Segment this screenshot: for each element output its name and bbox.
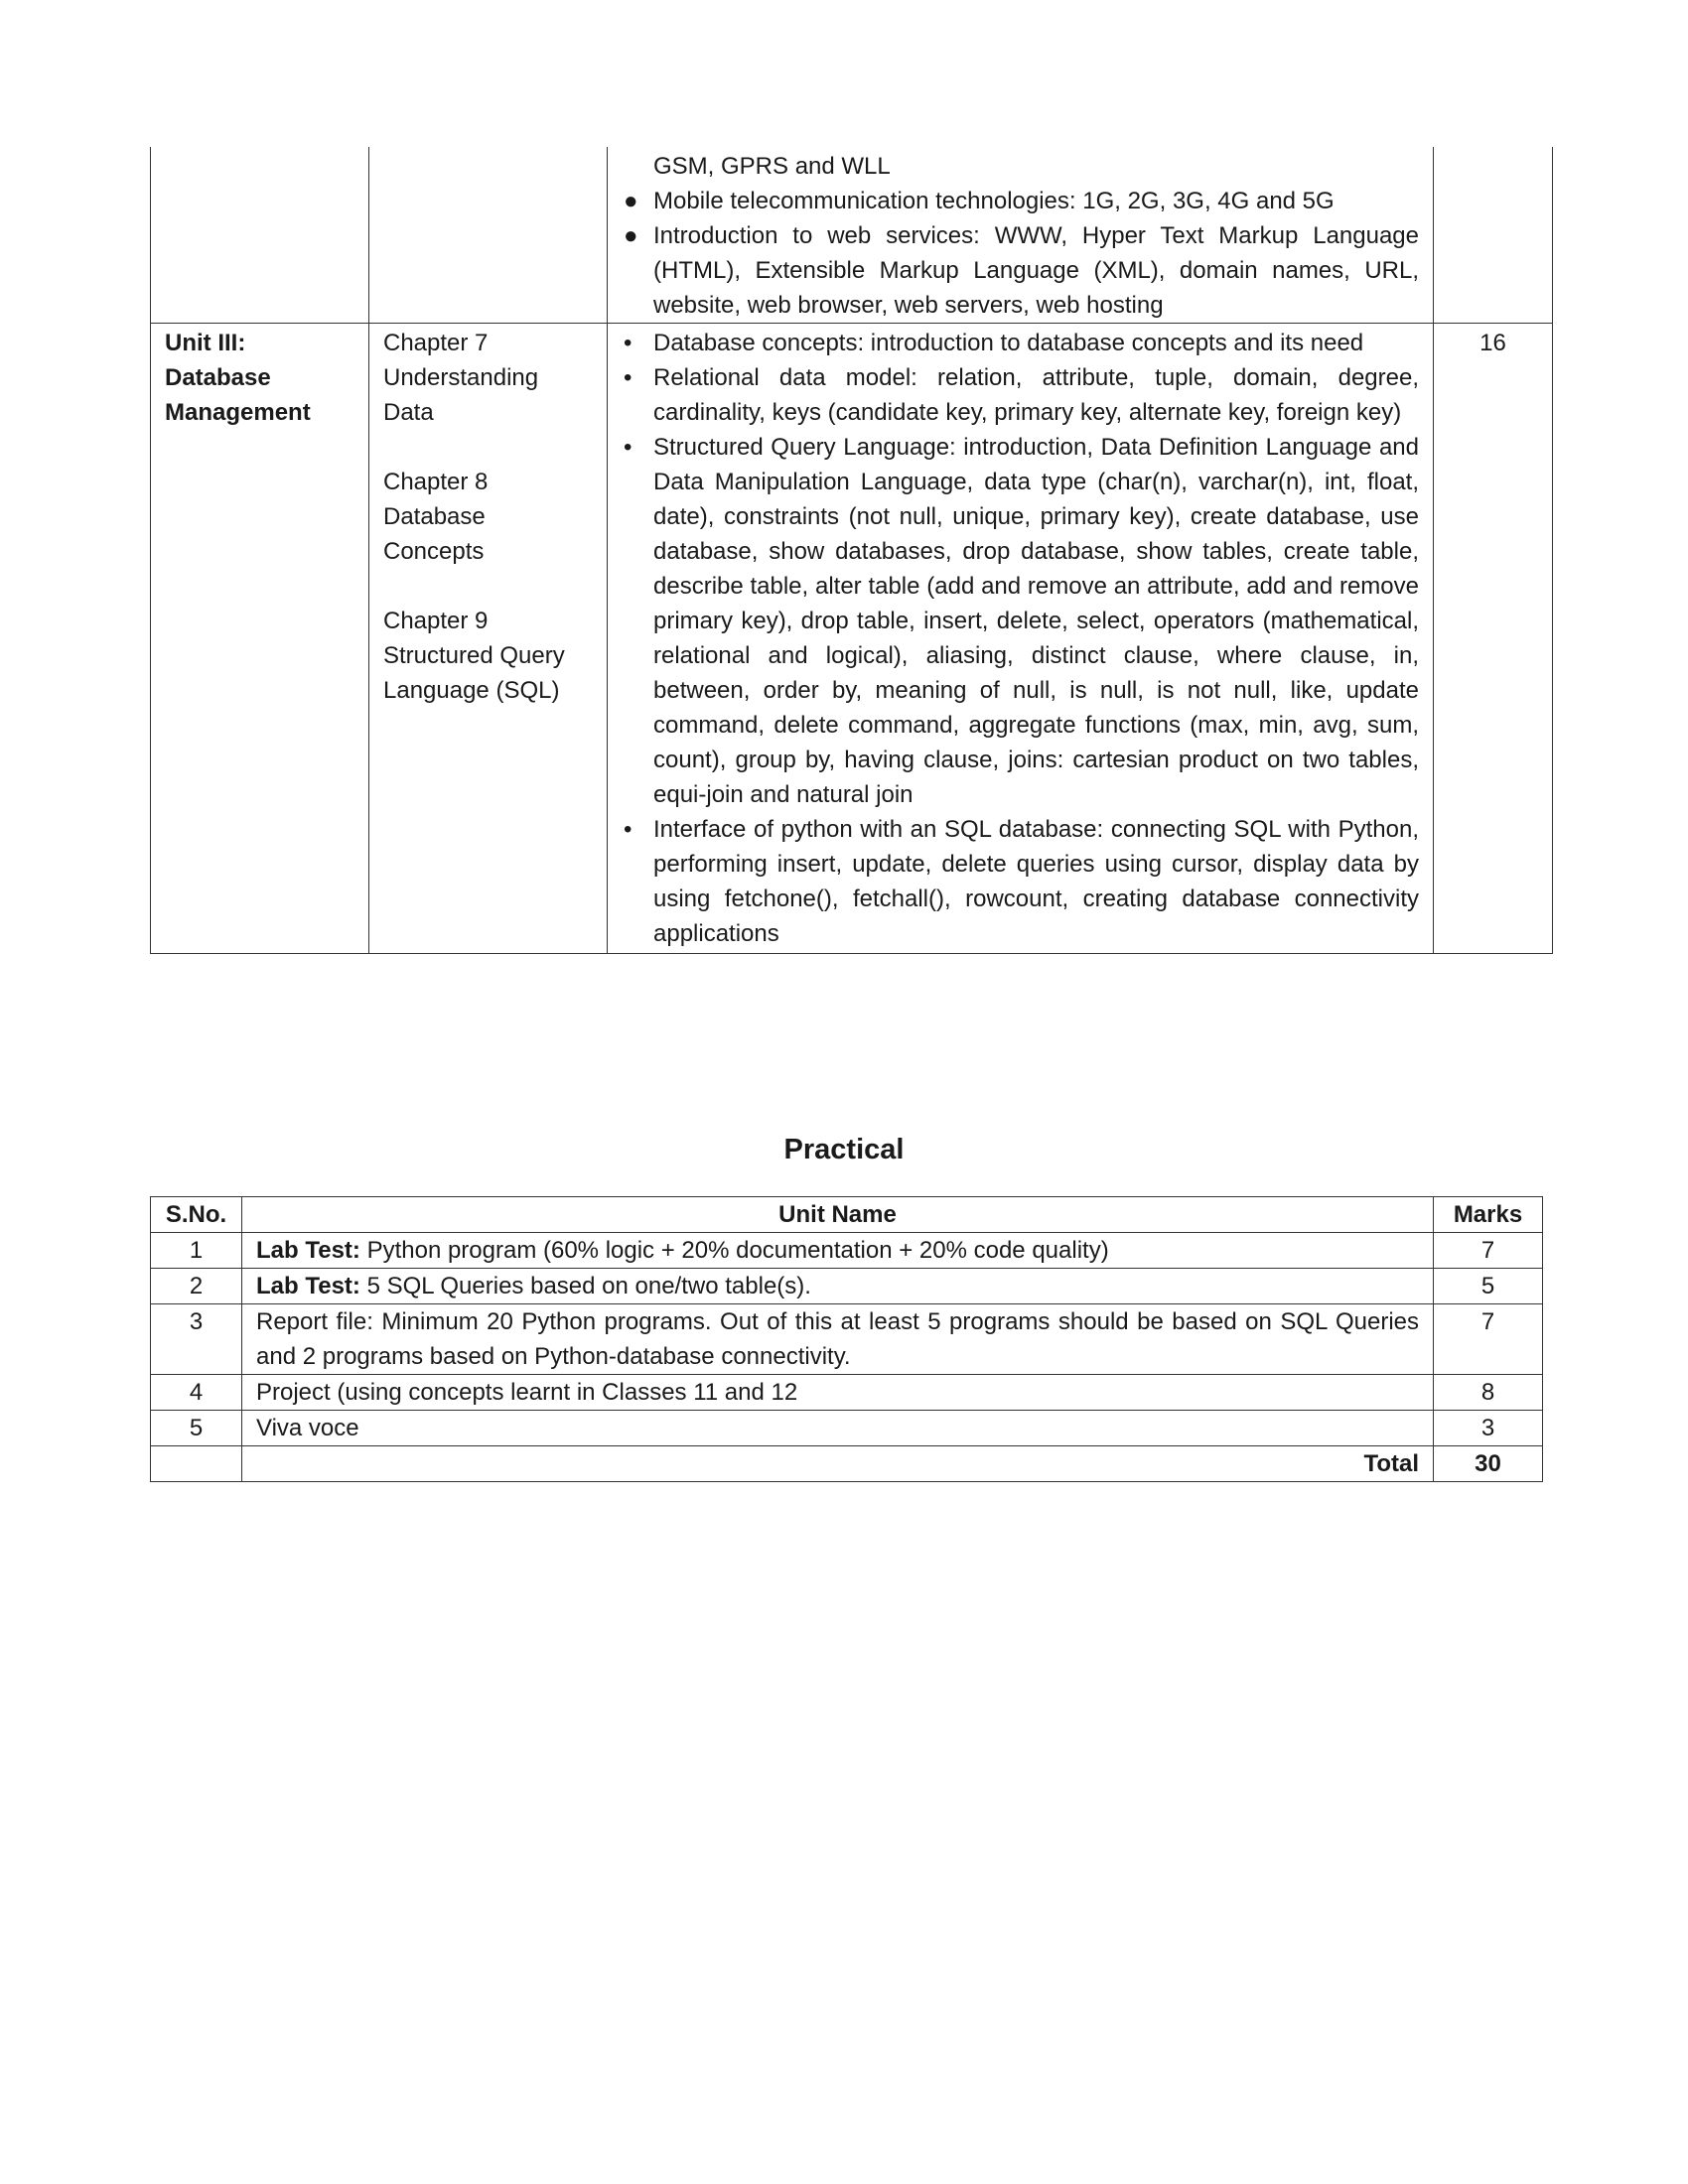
row-unit-name: Lab Test: Python program (60% logic + 20% documentation + 20% code quality) (242, 1233, 1434, 1269)
topics-cell (608, 324, 1434, 954)
header-marks: Marks (1434, 1197, 1543, 1233)
table-row (151, 1375, 1543, 1411)
chapters-cell (369, 324, 608, 954)
topic-item: • Structured Query Language: introduction, Data Definition Language and Data Manipulation Language, data type (char(n), varchar(n), int, float, date), constraints (not null, unique, primary key), create database, use database, show databases, drop database, show tables, create table, describe table, alter table (add and remove an attribute, add and remove primary key), drop table, insert, delete, select, operators (mathematical, relational and logical), aliasing, distinct clause, where clause, in, between, order by, meaning of null, is null, is not null, like, update command, delete command, aggregate functions (max, min, avg, sum, count), group by, having clause, joins: cartesian product on two tables, equi-join and natural join (622, 430, 1419, 812)
row-sno: 2 (151, 1269, 242, 1304)
chapter-9: Chapter 9 Structured Query Language (SQL) (383, 608, 565, 704)
practical-table (150, 1196, 1543, 1482)
unit-cell-empty (151, 147, 369, 324)
total-empty-cell (151, 1446, 242, 1482)
header-sno: S.No. (151, 1197, 242, 1233)
bullet-icon: • (624, 330, 633, 356)
row-marks: 7 (1434, 1233, 1543, 1269)
marks-cell-empty (1434, 147, 1553, 324)
unit3-row (151, 324, 1553, 954)
unit-title-cell (151, 324, 369, 954)
table-row (151, 1233, 1543, 1269)
continued-row (151, 147, 1553, 324)
row-marks: 3 (1434, 1411, 1543, 1446)
header-unit-name: Unit Name (242, 1197, 1434, 1233)
row-unit-name: Report file: Minimum 20 Python programs. Out of this at least 5 programs should be based on SQL Queries and 2 programs based on Python-database connectivity. (242, 1304, 1434, 1375)
bullet-icon: • (624, 364, 633, 391)
total-label: Total (242, 1446, 1434, 1482)
topics-cell (608, 147, 1434, 324)
bullet-icon: ● (624, 222, 638, 249)
unit-title: Unit III: Database Management (165, 330, 311, 426)
row-sno: 5 (151, 1411, 242, 1446)
topic-item: ● Mobile telecommunication technologies: 1G, 2G, 3G, 4G and 5G (622, 184, 1419, 218)
unit-marks: 16 (1434, 324, 1553, 954)
table-row (151, 1411, 1543, 1446)
topic-item: • Database concepts: introduction to database concepts and its need (622, 326, 1419, 360)
topic-item: ● Introduction to web services: WWW, Hyper Text Markup Language (HTML), Extensible Markup Language (XML), domain names, URL, website, web browser, web servers, web hosting (622, 218, 1419, 323)
syllabus-table (150, 147, 1553, 954)
chapter-7: Chapter 7 Understanding Data (383, 330, 539, 426)
topic-item: • Interface of python with an SQL database: connecting SQL with Python, performing insert, update, delete queries using cursor, display data by using fetchone(), fetchall(), rowcount, creating database connectivity applications (622, 812, 1419, 951)
bullet-icon: ● (624, 188, 638, 214)
total-value: 30 (1434, 1446, 1543, 1482)
row-unit-name: Viva voce (242, 1411, 1434, 1446)
table-row (151, 1304, 1543, 1375)
row-sno: 3 (151, 1304, 242, 1375)
chapter-cell-empty (369, 147, 608, 324)
topic-item: • Relational data model: relation, attribute, tuple, domain, degree, cardinality, keys (candidate key, primary key, alternate key, foreign key) (622, 360, 1419, 430)
table-row (151, 1269, 1543, 1304)
bullet-icon: • (624, 816, 633, 843)
row-marks: 7 (1434, 1304, 1543, 1375)
chapter-8: Chapter 8 Database Concepts (383, 469, 489, 565)
practical-heading: Practical (783, 1134, 905, 1165)
topic-item: GSM, GPRS and WLL (653, 153, 891, 180)
row-unit-name: Project (using concepts learnt in Classes 11 and 12 (242, 1375, 1434, 1411)
row-marks: 5 (1434, 1269, 1543, 1304)
row-marks: 8 (1434, 1375, 1543, 1411)
total-row (151, 1446, 1543, 1482)
bullet-icon: • (624, 434, 633, 461)
row-sno: 4 (151, 1375, 242, 1411)
row-unit-name: Lab Test: 5 SQL Queries based on one/two table(s). (242, 1269, 1434, 1304)
row-sno: 1 (151, 1233, 242, 1269)
table-header-row (151, 1197, 1543, 1233)
